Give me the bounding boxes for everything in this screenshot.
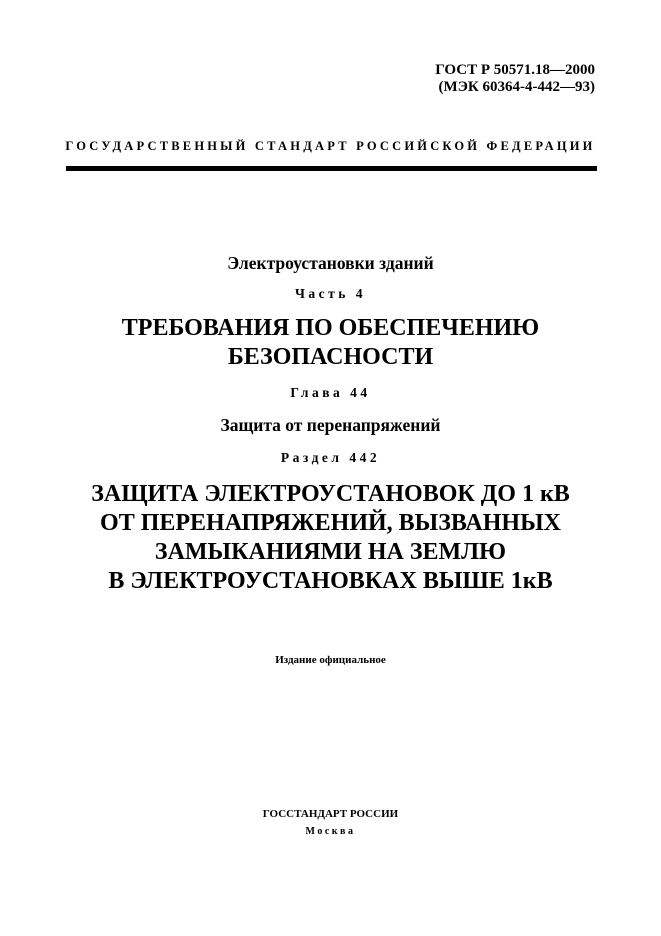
section-title [0, 480, 661, 596]
iec-code: (МЭК 60364-4-442—93) [438, 79, 595, 95]
publisher-name: ГОССТАНДАРТ РОССИИ [262, 808, 399, 820]
document-code-block [435, 62, 595, 96]
part-label: Часть 4 [294, 286, 367, 301]
state-standard-heading: ГОСУДАРСТВЕННЫЙ СТАНДАРТ РОССИЙСКОЙ ФЕДЕРАЦИИ [65, 139, 596, 153]
chapter-title: Защита от перенапряжений [220, 415, 441, 435]
series-title: Электроустановки зданий [227, 253, 434, 273]
section-title-line: В ЭЛЕКТРОУСТАНОВКАХ ВЫШЕ 1кВ [108, 568, 553, 594]
part-title [0, 314, 661, 372]
part-title-line: БЕЗОПАСНОСТИ [227, 344, 434, 370]
publisher-city: Москва [305, 826, 356, 837]
header-divider [66, 166, 597, 171]
chapter-label: Глава 44 [290, 385, 371, 400]
edition-note: Издание официальное [275, 654, 386, 666]
section-title-line: ЗАМЫКАНИЯМИ НА ЗЕМЛЮ [154, 539, 507, 565]
section-label: Раздел 442 [280, 450, 381, 465]
section-title-line: ЗАЩИТА ЭЛЕКТРОУСТАНОВОК ДО 1 кВ [91, 481, 570, 507]
gost-code: ГОСТ Р 50571.18—2000 [435, 62, 595, 78]
part-title-line: ТРЕБОВАНИЯ ПО ОБЕСПЕЧЕНИЮ [121, 315, 540, 341]
section-title-line: ОТ ПЕРЕНАПРЯЖЕНИЙ, ВЫЗВАННЫХ [100, 510, 561, 536]
